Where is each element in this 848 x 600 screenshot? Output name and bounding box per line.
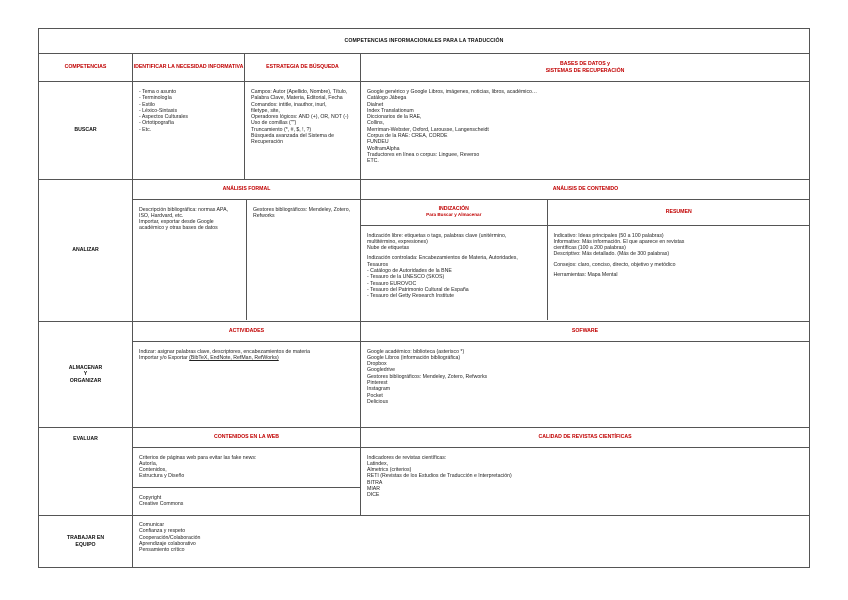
header-analisis-formal: ANÁLISIS FORMAL [133, 180, 360, 199]
buscar-bases: Google genérico y Google Libros, imágenes, noticias, libros, académico… Catálogo Jábega Dialnet Index Translationum Diccionarios de la RAE, Collins, Merriman-Webster, Oxford, Larousse, Langenscheidt Corpus de la RAE: CREA, CORDE FUNDEU WolframAlpha Traductores en línea o corpus: Linguee, Reverso ETC. [361, 82, 810, 180]
header-bases: BASES DE DATOS y SISTEMAS DE RECUPERACIÓN [361, 54, 810, 82]
analisis-formal [133, 180, 361, 322]
software-content: Google académico: biblioteca (asterisco *) Google Libros (información bibliográfica) Dropbox Googledrive Gestores bibliográficos: Mendeley, Zotero, Refworks Pinterest Instagram Pocket Delicious [367, 348, 488, 405]
revistas-content: Indicadores de revistas científicas: Latindex, Almetrics (criterios) RETI (Revistas de los Estudios de Traducción e Interpretación) BITRA MIAR DICE [367, 454, 512, 499]
calidad-revistas [361, 428, 810, 516]
analisis-formal-descripcion: Descripción bibliográfica: normas APA, ISO, Hardvard, etc. Importar, exportar desde Google académico y otras bases de datos [139, 206, 228, 232]
software [361, 322, 810, 428]
actividades [133, 322, 361, 428]
analisis-contenido [361, 180, 810, 322]
contenidos-web [133, 428, 361, 516]
indizacion-content: Indización libre: etiquetas o tags, palabras clave (unitérmino, multitérmino, expresiones) Nube de etiquetas Indización controlada: Encabezamientos de Materia, Autoridades, Tesauros - Catálogo de Autoridades de la BNE - Tesauro de la UNESCO (SKOS) - Tesauro EUROVOC - Tesauro del Patrimonio Cultural de España - Tesauro del Getty Research Institute [367, 232, 518, 300]
header-resumen: RESUMEN [547, 199, 810, 225]
row-label-buscar: BUSCAR [39, 82, 133, 180]
analisis-formal-gestores: Gestores bibliográficos: Mendeley, Zotero, Refworks [247, 199, 361, 320]
header-actividades: ACTIVIDADES [133, 322, 360, 341]
header-software: SOFWARE [361, 322, 809, 341]
web-criterios: Criterios de páginas web para evitar las fake news: Autoría, Contenidos, Estructura y Diseño [133, 447, 360, 487]
header-contenidos-web: CONTENIDOS EN LA WEB [133, 428, 360, 447]
header-analisis-contenido: ANÁLISIS DE CONTENIDO [361, 180, 810, 199]
page-title: COMPETENCIAS INFORMACIONALES PARA LA TRADUCCIÓN [39, 29, 810, 54]
buscar-estrategia: Campos: Autor (Apellido, Nombre), Título, Palabra Clave, Materia, Editorial, Fecha Comandos: intitle, inauthor, inurl, filetype, site, Operadores lógicos: AND (+), OR, NOT (-) Uso de comillas ("") Truncamiento (*, #, $, !, ?) Búsqueda avanzada del Sistema de Recuperación [245, 82, 361, 180]
header-estrategia: ESTRATEGIA DE BÚSQUEDA [245, 54, 361, 82]
actividades-content: Indizar: asignar palabras clave, descriptores, encabezamientos de materia Importar y/o Exportar (BibTeX, EndNote, RefMan, RefWorks) [139, 348, 310, 361]
header-competencias: COMPETENCIAS [39, 54, 133, 82]
row-label-analizar: ANALIZAR [39, 180, 133, 322]
web-copyright: Copyright Creative Commons [139, 494, 184, 507]
resumen-content: Indicativo: Ideas principales (50 a 100 palabras) Informativo: Más información. El que aparece en revistas científicas (100 a 200 palabras) Descriptivo: Más detallado. (Más de 300 palabras) Consejos: claro, conciso, directo, objetivo y metódico Herramientas: Mapa Mental [547, 225, 810, 320]
row-label-trabajar: TRABAJAR EN EQUIPO [39, 516, 133, 568]
row-label-evaluar: EVALUAR [39, 428, 133, 516]
trabajar-content: Comunicar Confianza y respeto Cooperación/Colaboración Aprendizaje colaborativo Pensamiento crítico [133, 516, 810, 568]
row-label-almacenar: ALMACENAR Y ORGANIZAR [39, 322, 133, 428]
header-calidad-revistas: CALIDAD DE REVISTAS CIENTÍFICAS [361, 428, 809, 447]
header-necesidad: IDENTIFICAR LA NECESIDAD INFORMATIVA [133, 54, 245, 82]
header-indizacion: INDIZACIÓN Para Buscar y Almacenar [361, 199, 547, 225]
competencias-table [38, 28, 810, 568]
buscar-necesidad: - Tema o asunto - Terminología - Estilo - Léxico-Sintaxis - Aspectos Culturales - Ortotipografía - Etc. [133, 82, 245, 180]
